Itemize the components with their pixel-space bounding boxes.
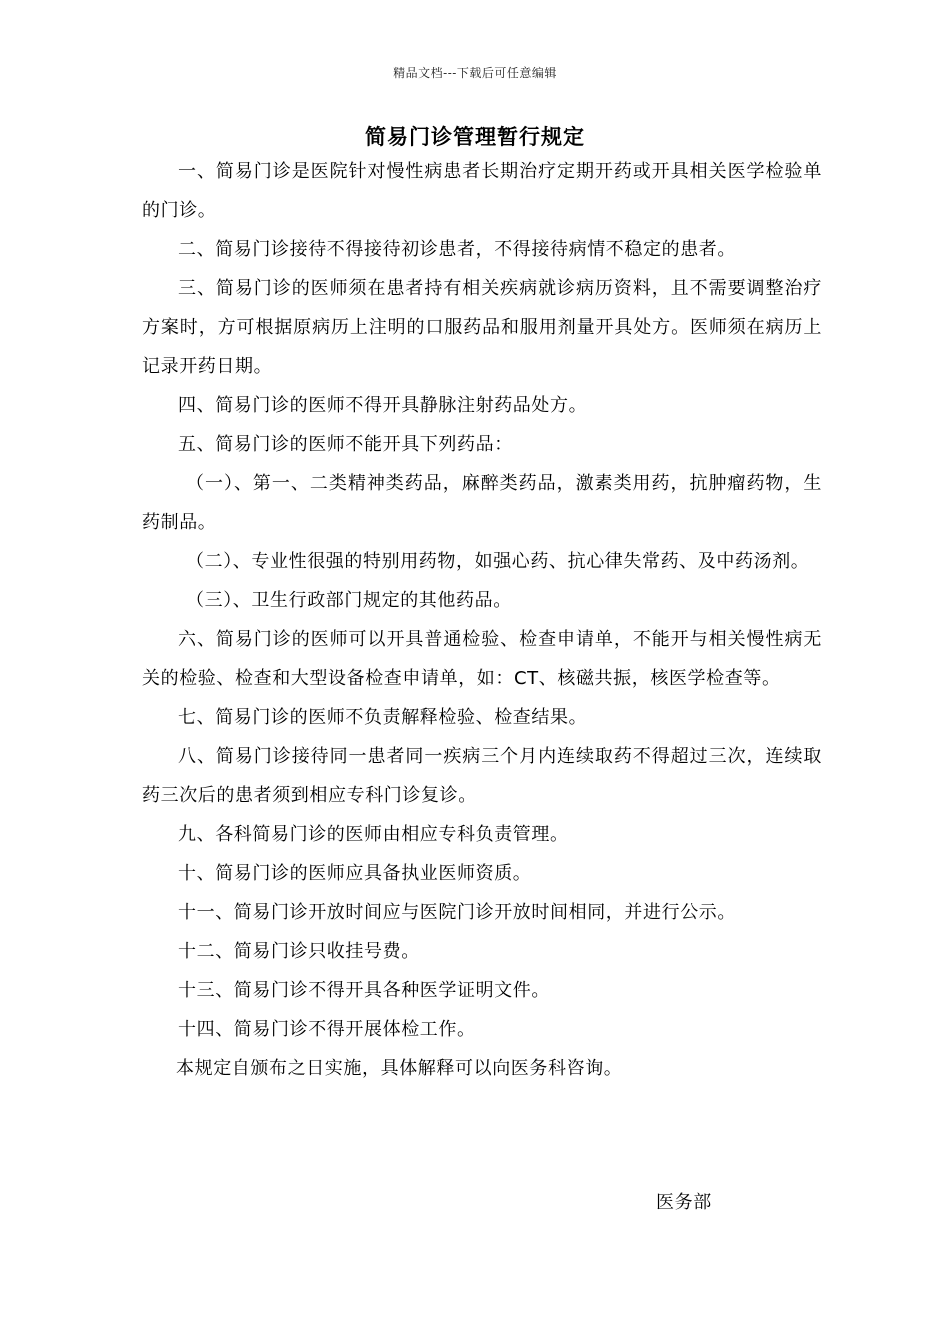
- closing-statement: 本规定自颁布之日实施，具体解释可以向医务科咨询。: [176, 1058, 623, 1079]
- rule-subitem-2: （二）、专业性很强的特别用药物，如强心药、抗心律失常药、及中药汤剂。: [186, 551, 810, 572]
- rule-paragraph-13: 十三、简易门诊不得开具各种医学证明文件。: [178, 980, 550, 1001]
- rule-paragraph-14: 十四、简易门诊不得开展体检工作。: [178, 1019, 476, 1040]
- rule-paragraph-12: 十二、简易门诊只收挂号费。: [178, 941, 420, 962]
- rule-paragraph-9: 九、各科简易门诊的医师由相应专科负责管理。: [178, 824, 569, 845]
- rule-paragraph-5: 五、简易门诊的医师不能开具下列药品：: [178, 434, 513, 455]
- document-body: [142, 152, 822, 1088]
- rule-paragraph-8: 八、简易门诊接待同一患者同一疾病三个月内连续取药不得超过三次，连续取药三次后的患者须到相应专科门诊复诊。: [142, 746, 822, 806]
- rule-subitem-3: （三）、卫生行政部门规定的其他药品。: [186, 590, 512, 611]
- rule-paragraph-1: 一、简易门诊是医院针对慢性病患者长期治疗定期开药或开具相关医学检验单的门诊。: [142, 161, 822, 221]
- rule-paragraph-3: 三、简易门诊的医师须在患者持有相关疾病就诊病历资料，且不需要调整治疗方案时，方可根据原病历上注明的口服药品和服用剂量开具处方。医师须在病历上记录开药日期。: [142, 278, 822, 377]
- document-title: 简易门诊管理暂行规定: [365, 125, 585, 149]
- rule-paragraph-6: 六、简易门诊的医师可以开具普通检验、检查申请单，不能开与相关慢性病无关的检验、检查和大型设备检查申请单，如：CT、核磁共振，核医学检查等。: [142, 629, 822, 689]
- rule-subitem-1: （一）、第一、二类精神类药品，麻醉类药品，激素类用药，抗肿瘤药物，生药制品。: [142, 473, 822, 533]
- rule-paragraph-7: 七、简易门诊的医师不负责解释检验、检查结果。: [178, 707, 588, 728]
- rule-paragraph-4: 四、简易门诊的医师不得开具静脉注射药品处方。: [178, 395, 588, 416]
- page-header-watermark: 精品文档---下载后可任意编辑: [393, 66, 557, 80]
- rule-paragraph-2: 二、简易门诊接待不得接待初诊患者，不得接待病情不稳定的患者。: [178, 239, 736, 260]
- rule-paragraph-10: 十、简易门诊的医师应具备执业医师资质。: [178, 863, 532, 884]
- rule-paragraph-11: 十一、简易门诊开放时间应与医院门诊开放时间相同，并进行公示。: [178, 902, 736, 923]
- signature-department: 医务部: [656, 1192, 712, 1213]
